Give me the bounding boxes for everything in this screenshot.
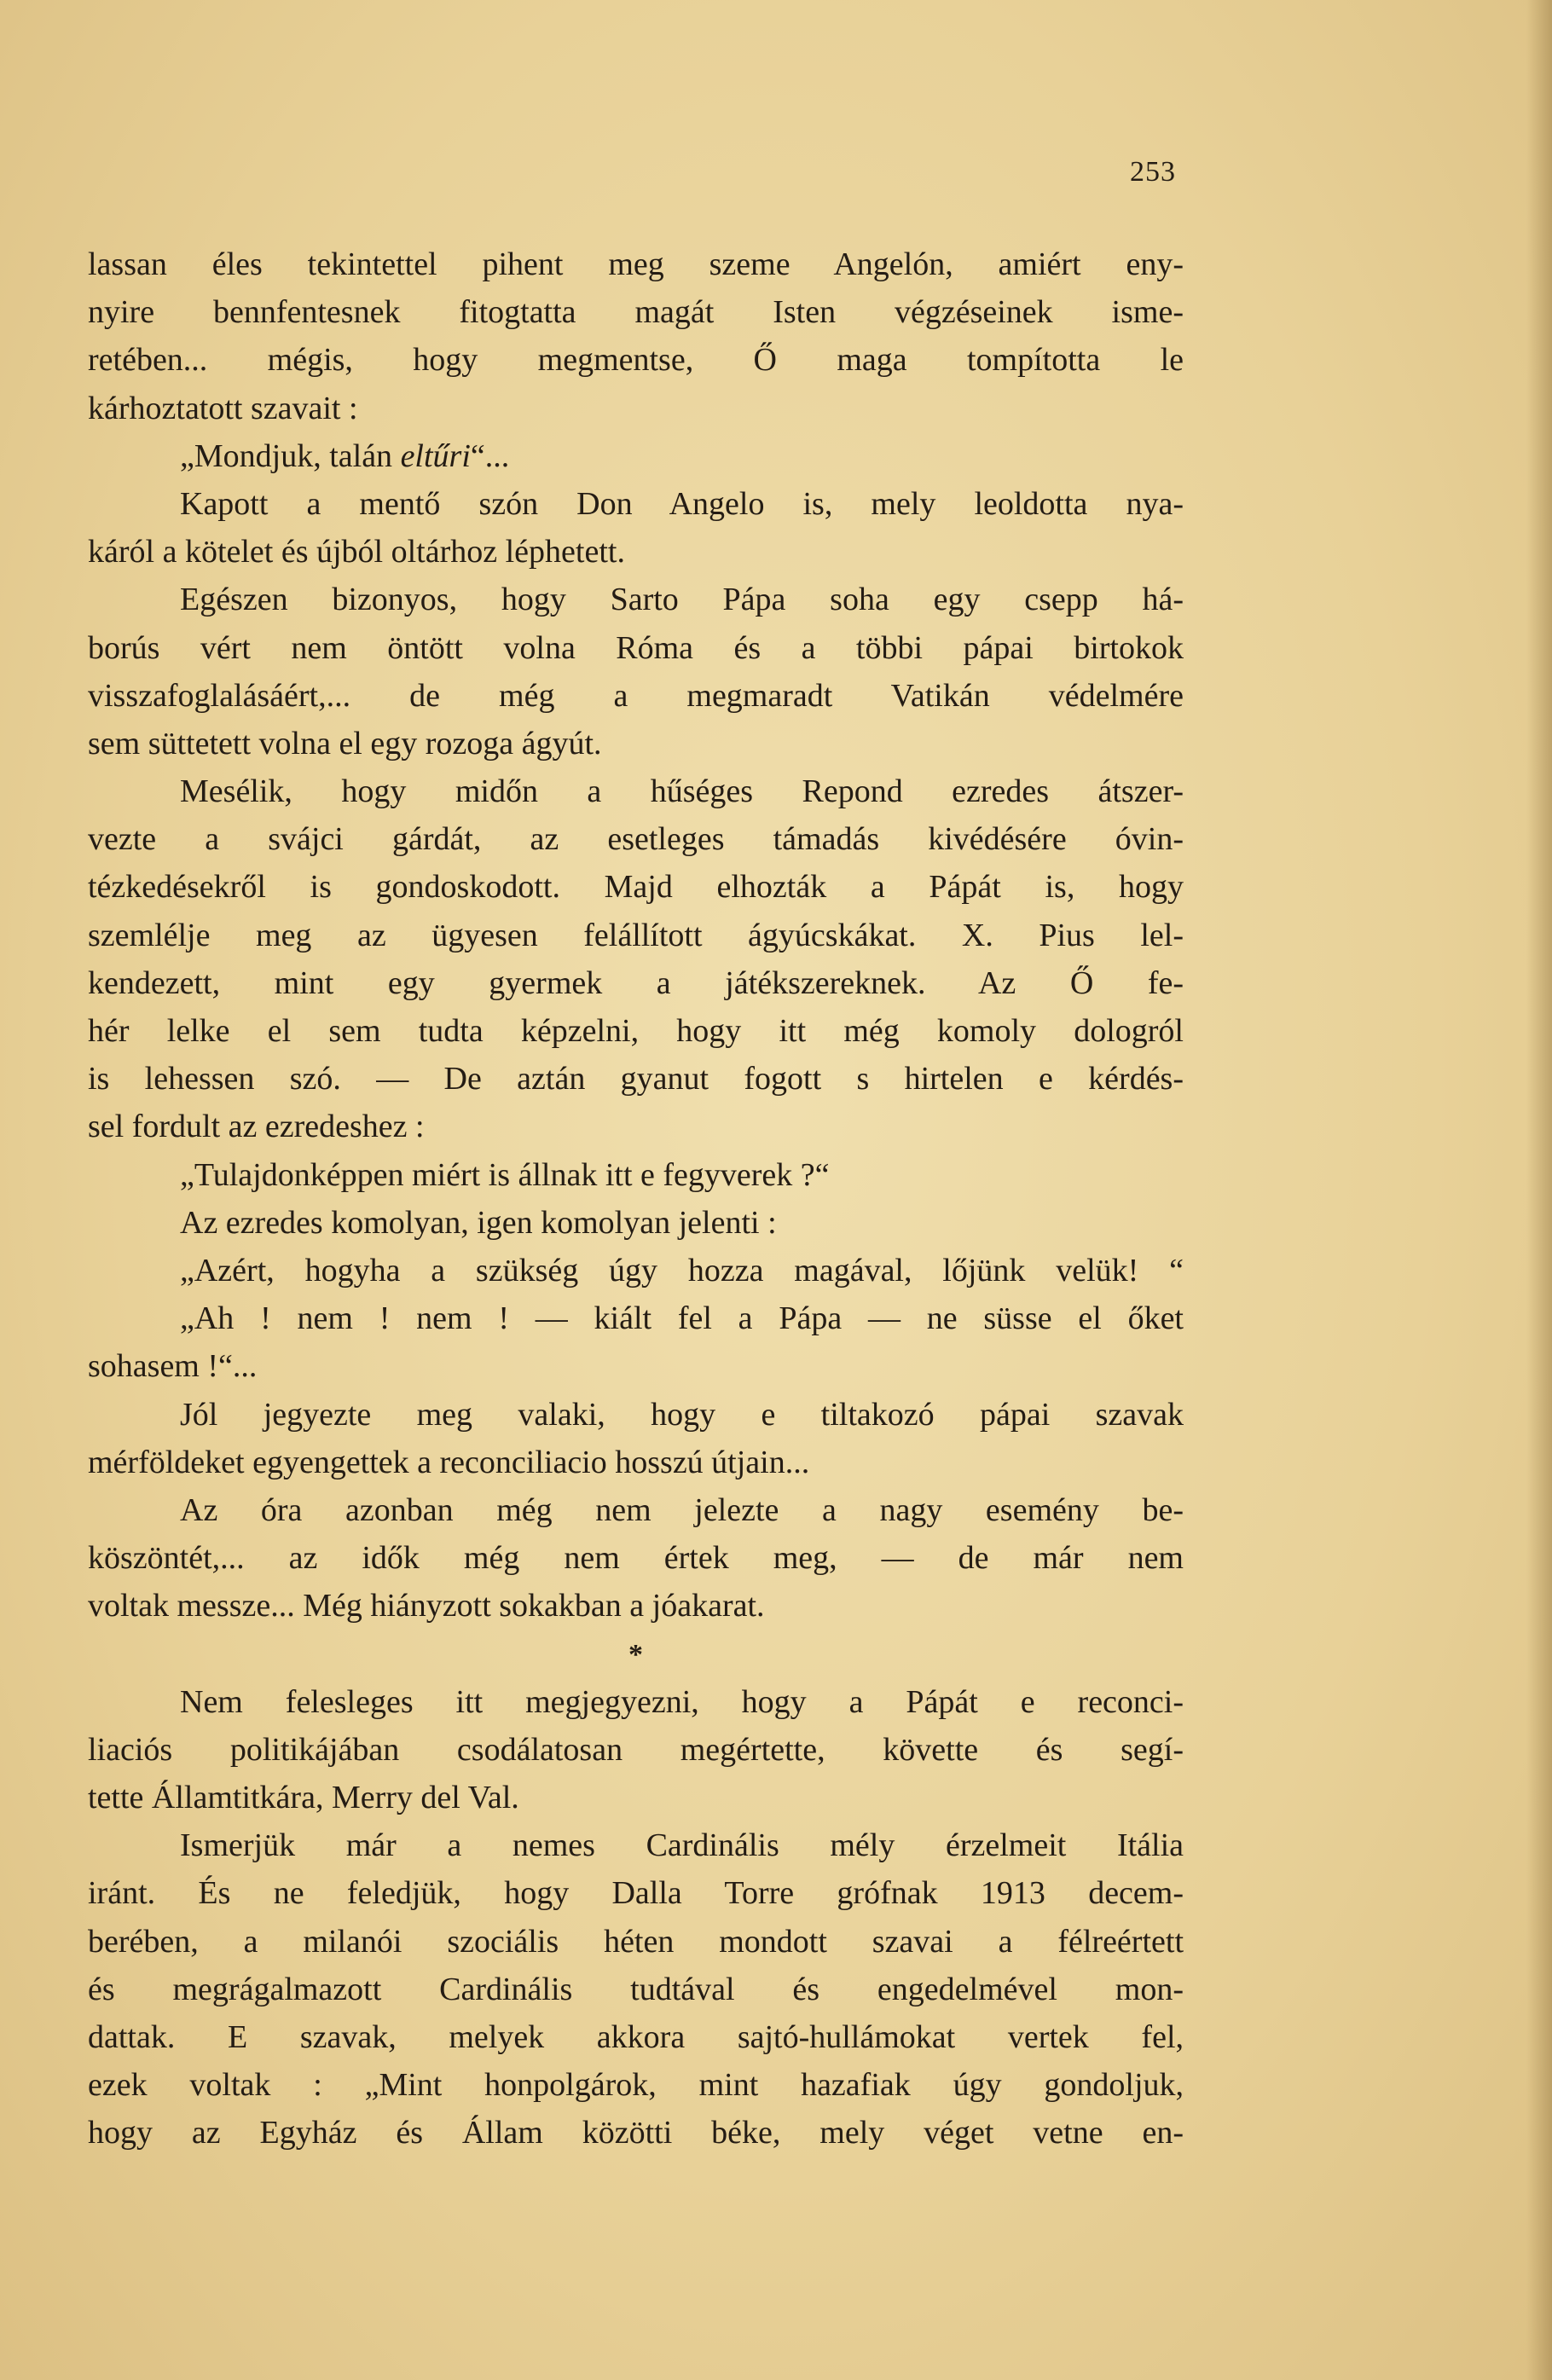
text-line (88, 1391, 1184, 1439)
text-line (88, 1151, 1184, 1199)
line-text: voltak messze... Még hiányzott sokakban a jóakarat. (88, 1588, 765, 1624)
line-text: sem süttetett volna el egy rozoga ágyút. (88, 725, 602, 761)
text-line (88, 1007, 1184, 1055)
text-line (88, 1247, 1184, 1294)
line-text: is lehessen szó. — De aztán gyanut fogott s hirtelen e kérdés- (88, 1061, 1184, 1097)
line-text: mérföldeket egyengettek a reconciliacio hosszú útjain... (88, 1444, 810, 1480)
text-line (88, 1103, 1184, 1150)
text-line (88, 480, 1184, 528)
text-line (88, 1534, 1184, 1582)
text-line (88, 2061, 1184, 2109)
line-text: Nem felesleges itt megjegyezni, hogy a Pápát e reconci- (180, 1683, 1184, 1720)
line-text: visszafoglalásáért,... de még a megmaradt Vatikán védelmére (88, 677, 1184, 714)
line-text: dattak. E szavak, melyek akkora sajtó-hullámokat vertek fel, (88, 2018, 1184, 2055)
text-line (88, 432, 1184, 480)
text-line (88, 1439, 1184, 1486)
text-line (88, 1055, 1184, 1103)
line-text: nyire bennfentesnek fitogtatta magát Isten végzéseinek isme- (88, 294, 1184, 331)
text-line (88, 624, 1184, 672)
line-text: kendezett, mint egy gyermek a játékszereknek. Az Ő fe- (88, 964, 1184, 1001)
line-text: Egészen bizonyos, hogy Sarto Pápa soha egy csepp há- (180, 582, 1184, 618)
text-line (88, 1726, 1184, 1774)
page-number: 253 (1130, 156, 1176, 188)
text-line (88, 1821, 1184, 1869)
text-line (88, 528, 1184, 576)
line-text: és megrágalmazott Cardinális tudtával és engedelmével mon- (88, 1971, 1184, 2007)
text-line (88, 1199, 1184, 1247)
line-text: „Azért, hogyha a szükség úgy hozza magával, lőjünk velük! “ (180, 1252, 1184, 1288)
line-text: tette Államtitkára, Merry del Val. (88, 1780, 519, 1815)
line-text: ezek voltak : „Mint honpolgárok, mint hazafiak úgy gondoljuk, (88, 2067, 1184, 2104)
text-line (88, 288, 1184, 336)
text-line (88, 1486, 1184, 1534)
text-line (88, 1774, 1184, 1821)
text-line (88, 863, 1184, 911)
line-text: „Ah ! nem ! nem ! — kiált fel a Pápa — ne süsse el őket (180, 1300, 1184, 1337)
text-line (88, 1630, 1184, 1677)
text-line (88, 1678, 1184, 1726)
line-text: köszöntét,... az idők még nem értek meg, — de már nem (88, 1540, 1184, 1577)
text-line (88, 1966, 1184, 2013)
line-text: Az ezredes komolyan, igen komolyan jelenti : (180, 1204, 777, 1241)
line-text: * (628, 1639, 643, 1671)
text-line (88, 912, 1184, 959)
text-line (88, 720, 1184, 767)
text-line (88, 1869, 1184, 1917)
text-line (88, 2013, 1184, 2061)
line-text: Kapott a mentő szón Don Angelo is, mely leoldotta nya- (180, 485, 1184, 522)
text-line (88, 336, 1184, 384)
line-text: „Tulajdonképpen miért is állnak itt e fegyverek ?“ (180, 1156, 830, 1193)
line-text: sohasem !“... (88, 1348, 258, 1385)
text-line (88, 959, 1184, 1007)
text-line (88, 1918, 1184, 1966)
text-line (88, 767, 1184, 815)
line-text: vezte a svájci gárdát, az esetleges támadás kivédésére óvin- (88, 821, 1184, 858)
page-edge-shadow (1526, 0, 1552, 2380)
line-text: szemlélje meg az ügyesen felállított ágyúcskákat. X. Pius lel- (88, 917, 1184, 953)
line-text: borús vért nem öntött volna Róma és a többi pápai birtokok (88, 629, 1184, 666)
line-text: kárhoztatott szavait : (88, 390, 358, 426)
text-line (88, 815, 1184, 863)
line-text: iránt. És ne feledjük, hogy Dalla Torre grófnak 1913 decem- (88, 1875, 1184, 1912)
text-line (88, 1342, 1184, 1390)
text-line (88, 240, 1184, 288)
text-line (88, 2109, 1184, 2157)
line-text: liaciós politikájában csodálatosan megértette, követte és segí- (88, 1731, 1184, 1768)
text-line (88, 1582, 1184, 1630)
text-line (88, 1294, 1184, 1342)
line-text: tézkedésekről is gondoskodott. Majd elhozták a Pápát is, hogy (88, 869, 1184, 906)
text-line (88, 385, 1184, 432)
line-text: sel fordult az ezredeshez : (88, 1109, 425, 1145)
text-line (88, 576, 1184, 623)
line-tail-text: “... (470, 437, 510, 474)
line-text: hogy az Egyház és Állam közötti béke, mely véget vetne en- (88, 2115, 1184, 2151)
line-text: Mesélik, hogy midőn a hűséges Repond ezredes átszer- (180, 773, 1184, 810)
line-text: lassan éles tekintettel pihent meg szeme Angelón, amiért eny- (88, 246, 1184, 282)
line-italic-text: eltűri (400, 437, 471, 474)
text-line (88, 672, 1184, 720)
body-text (88, 240, 1184, 2157)
line-text: Ismerjük már a nemes Cardinális mély érzelmeit Itália (180, 1827, 1184, 1864)
line-text: Jól jegyezte meg valaki, hogy e tiltakozó pápai szavak (180, 1396, 1184, 1433)
line-text: káról a kötelet és újból oltárhoz léphetett. (88, 534, 625, 570)
line-text: Az óra azonban még nem jelezte a nagy esemény be- (180, 1491, 1184, 1528)
line-text: berében, a milanói szociális héten mondott szavai a félreértett (88, 1923, 1184, 1960)
line-text: hér lelke el sem tudta képzelni, hogy itt még komoly dologról (88, 1013, 1184, 1049)
line-text: retében... mégis, hogy megmentse, Ő maga tompította le (88, 342, 1184, 379)
line-text: „Mondjuk, talán (180, 437, 401, 474)
